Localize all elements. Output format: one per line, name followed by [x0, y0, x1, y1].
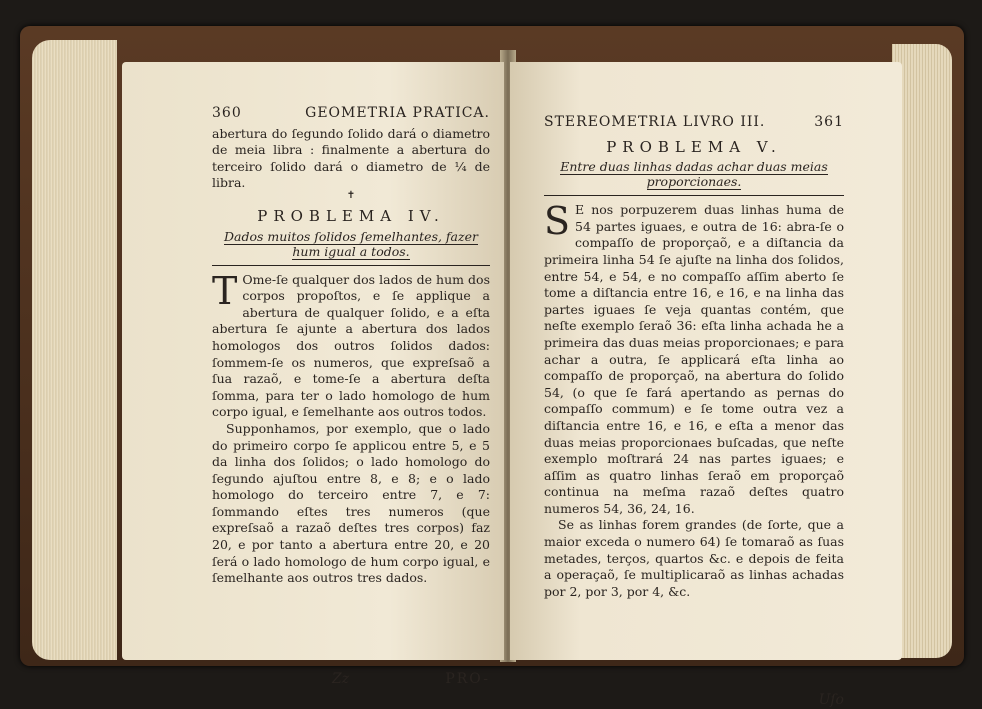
left-page: [122, 62, 504, 687]
left-paragraph-1-text: Ome-ſe qualquer dos lados de hum dos corpos propoſtos, e ſe applique a abertura de qualquer ſolido, e a eſta abertura ſe ajunte a abertura dos lados homologos dos outros ſolidos dados: ſommem-ſe os numeros, que expreſsaõ a ſua razaõ, e tome-ſe a abertura deſta ſomma, para ter o lado homologo de hum corpo igual, e ſemelhante aos outros todos.: [212, 271, 490, 420]
left-problem-subtitle: [212, 229, 490, 259]
right-page-number: 361: [814, 114, 844, 130]
left-dropcap: T: [212, 268, 238, 313]
right-catchword: Uſo: [818, 692, 844, 709]
right-page: [510, 62, 902, 709]
right-paragraph-2: Se as linhas forem grandes (de ſorte, que a maior exceda o numero 64) ſe tomaraõ as ſuas metades, terços, quartos &c. e depois de feita a operaçaõ, ſe multiplicaraõ as linhas achadas por 2, por 3, por 4, &c.: [544, 517, 844, 599]
left-running-head: [212, 105, 490, 122]
left-subtitle-text: Dados muitos ſolidos ſemelhantes, fazer hum igual a todos.: [224, 228, 478, 259]
right-dropcap: S: [544, 199, 571, 244]
left-rule: [212, 265, 490, 266]
ornament-icon: ✝: [346, 189, 356, 201]
left-paragraph-2: Supponhamos, por exemplo, que o lado do primeiro corpo ſe applicou entre 5, e 5 da linha dos ſolidos; o lado homologo do ſegundo ajuſtou entre 8, e 8; e o lado homologo do terceiro entre 7, e 7: ſommando eſtes tres numeros (que expreſsaõ a razaõ deſtes tres corpos) faz 20, e por tanto a abertura entre 20, e 20 ſerá o lado homologo de hum corpo igual, e ſemelhante aos outros tres dados.: [212, 420, 490, 586]
left-signature-mark: Zz: [332, 670, 350, 687]
page-edges-left: [32, 40, 117, 660]
right-page-footer: [544, 692, 844, 709]
left-continuation-text: abertura do ſegundo ſolido dará o diametro de meia libra : finalmente a abertura do terceiro ſolido dará o diametro de ¼ de libra.: [212, 125, 490, 191]
left-problem-title: PROBLEMA IV.: [257, 206, 445, 225]
left-catchword: PRO-: [445, 670, 490, 687]
right-paragraph-1: [544, 199, 844, 517]
right-problem-subtitle: [544, 159, 844, 189]
right-paragraph-1-text: E nos porpuzerem duas linhas huma de 54 partes iguaes, e outra de 16: abra-ſe o compaſſo de proporçaõ, e a diſtancia da primeira linha 54 ſe ajuſte na linha dos ſolidos, entre 54, e 54, e no compaſſo aſſim aberto ſe tome a diſtancia entre 16, e 16, e na linha das partes iguaes ſe veja quantas contém, que neſte exemplo ſeraõ 36: eſta linha achada he a primeira das duas meias proporcionaes; e para achar a outra, ſe applicará eſta linha ao compaſſo de proporçaõ, na abertura do ſolido 54, (o que ſe fará apertando as pernas do compaſſo commum) e ſe tome outra vez a diſtancia entre 16, e 16, e eſta a menor das duas meias proporcionaes buſcadas, que neſte exemplo moſtrará 24 nas partes iguaes; e aſſim as quatro linhas ſeraõ em proporçaõ continua na meſma razaõ deſtes quatro numeros 54, 36, 24, 16.: [544, 202, 844, 516]
left-running-title: GEOMETRIA PRATICA.: [305, 105, 490, 121]
right-subtitle-text: Entre duas linhas dadas achar duas meias proporcionaes.: [560, 159, 828, 190]
right-running-head: [544, 114, 844, 131]
right-problem-title: PROBLEMA V.: [606, 137, 782, 156]
left-page-content: [212, 105, 490, 687]
left-paragraph-1: [212, 268, 490, 421]
right-running-title: STEREOMETRIA LIVRO III.: [544, 114, 766, 130]
right-page-content: [544, 114, 844, 709]
left-page-number: 360: [212, 105, 242, 121]
right-rule: [544, 195, 844, 196]
